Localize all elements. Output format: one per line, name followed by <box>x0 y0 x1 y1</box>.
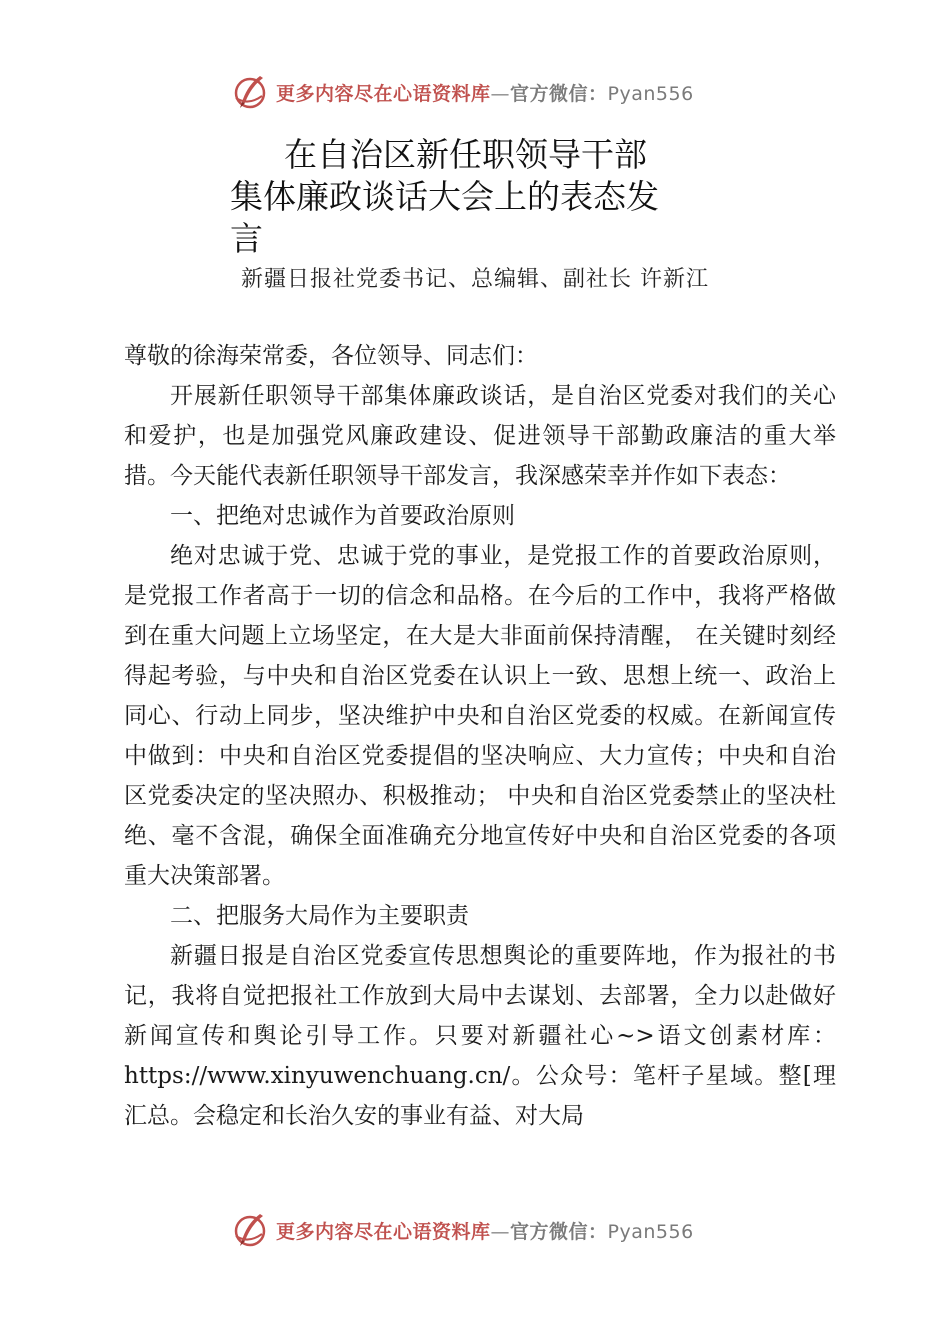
section-2-heading: 二、把服务大局作为主要职责 <box>170 903 469 929</box>
banner-library-text: 更多内容尽在心语资料库 <box>276 1220 491 1243</box>
section-2-paragraph: 新疆日报是自治区党委宣传思想舆论的重要阵地，作为报社的书记，我将自觉把报社工作放到大局中去谋划、去部署，全力以赴做好新闻宣传和舆论引导工作。只要对新疆社心~>语文创素材库：https://www.xinyuwenchuang.cn/。公众号：笔杆子星域。整[理汇总。会稳定和长治久安的事业有益、对大局 <box>124 943 836 1129</box>
author-byline: 新疆日报社党委书记、总编辑、副社长 许新江 <box>241 267 709 292</box>
footer-watermark-banner <box>230 1210 750 1250</box>
title-line-1: 在自治区新任职领导干部 <box>284 135 647 174</box>
salutation: 尊敬的徐海荣常委，各位领导、同志们： <box>124 343 538 369</box>
banner-wechat-id: Pyan556 <box>607 82 694 105</box>
banner-wechat-label: 官方微信： <box>510 82 608 105</box>
document-title <box>230 134 710 260</box>
banner-separator: — <box>490 82 511 105</box>
intro-paragraph: 开展新任职领导干部集体廉政谈话，是自治区党委对我们的关心和爱护，也是加强党风廉政建设、促进领导干部勤政廉洁的重大举措。今天能代表新任职领导干部发言，我深感荣幸并作如下表态： <box>124 383 836 489</box>
banner-library-text: 更多内容尽在心语资料库 <box>276 82 491 105</box>
document-body <box>124 336 836 1136</box>
title-line-2: 集体廉政谈话大会上的表态发 <box>230 177 659 216</box>
title-line-3: 言 <box>230 219 263 258</box>
banner-wechat-label: 官方微信： <box>510 1220 608 1243</box>
header-watermark-banner <box>230 72 750 112</box>
banner-separator: — <box>490 1220 511 1243</box>
section-1-heading: 一、把绝对忠诚作为首要政治原则 <box>170 503 515 529</box>
banner-text <box>276 79 694 106</box>
section-1-paragraph: 绝对忠诚于党、忠诚于党的事业，是党报工作的首要政治原则，是党报工作者高于一切的信念和品格。在今后的工作中，我将严格做到在重大问题上立场坚定，在大是大非面前保持清醒， 在关键时刻经得起考验，与中央和自治区党委在认识上一致、思想上统一、政治上同心、行动上同步，坚决维护中央和自治区党委的权威。在新闻宣传中做到：中央和自治区党委提倡的坚决响应、大力宣传；中央和自治区党委决定的坚决照办、积极推动； 中央和自治区党委禁止的坚决杜绝、毫不含混，确保全面准确充分地宣传好中央和自治区党委的各项重大决策部署。 <box>124 543 836 889</box>
banner-wechat-id: Pyan556 <box>607 1220 694 1243</box>
quill-pen-logo-icon <box>230 1210 270 1250</box>
banner-text <box>276 1217 694 1244</box>
quill-pen-logo-icon <box>230 72 270 112</box>
